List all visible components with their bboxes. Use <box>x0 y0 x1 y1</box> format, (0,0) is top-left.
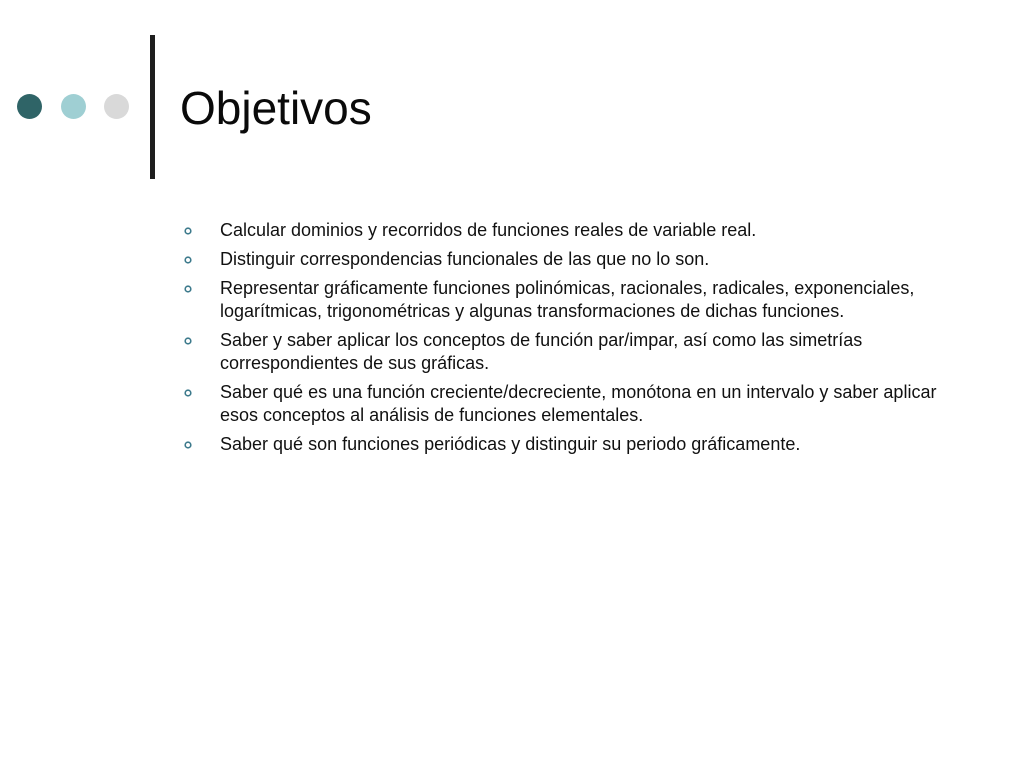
decorative-dot-light <box>61 94 86 119</box>
objective-item-2 <box>184 248 964 271</box>
objective-text: Distinguir correspondencias funcionales de las que no lo son. <box>220 249 710 269</box>
objective-item-6 <box>184 433 964 456</box>
objective-text: Representar gráficamente funciones polinómicas, racionales, radicales, exponenciales, logarítmicas, trigonométricas y algunas transformaciones de dichas funciones. <box>220 278 915 321</box>
bullet-ring-icon <box>184 256 192 264</box>
bullet-ring-icon <box>184 337 192 345</box>
bullet-ring-icon <box>184 285 192 293</box>
title-divider-line <box>150 35 155 179</box>
bullet-ring-icon <box>184 389 192 397</box>
objective-text: Saber qué es una función creciente/decreciente, monótona en un intervalo y saber aplicar esos conceptos al análisis de funciones elementales. <box>220 382 937 425</box>
objective-text: Calcular dominios y recorridos de funciones reales de variable real. <box>220 220 757 240</box>
objectives-list <box>184 219 964 462</box>
objective-item-4 <box>184 329 964 375</box>
decorative-dot-gray <box>104 94 129 119</box>
decorative-dot-dark <box>17 94 42 119</box>
objective-text: Saber y saber aplicar los conceptos de función par/impar, así como las simetrías correspondientes de sus gráficas. <box>220 330 863 373</box>
objective-item-5 <box>184 381 964 427</box>
bullet-ring-icon <box>184 227 192 235</box>
objective-item-1 <box>184 219 964 242</box>
slide-title: Objetivos <box>180 82 372 134</box>
objective-item-3 <box>184 277 964 323</box>
objective-text: Saber qué son funciones periódicas y distinguir su periodo gráficamente. <box>220 434 801 454</box>
bullet-ring-icon <box>184 441 192 449</box>
